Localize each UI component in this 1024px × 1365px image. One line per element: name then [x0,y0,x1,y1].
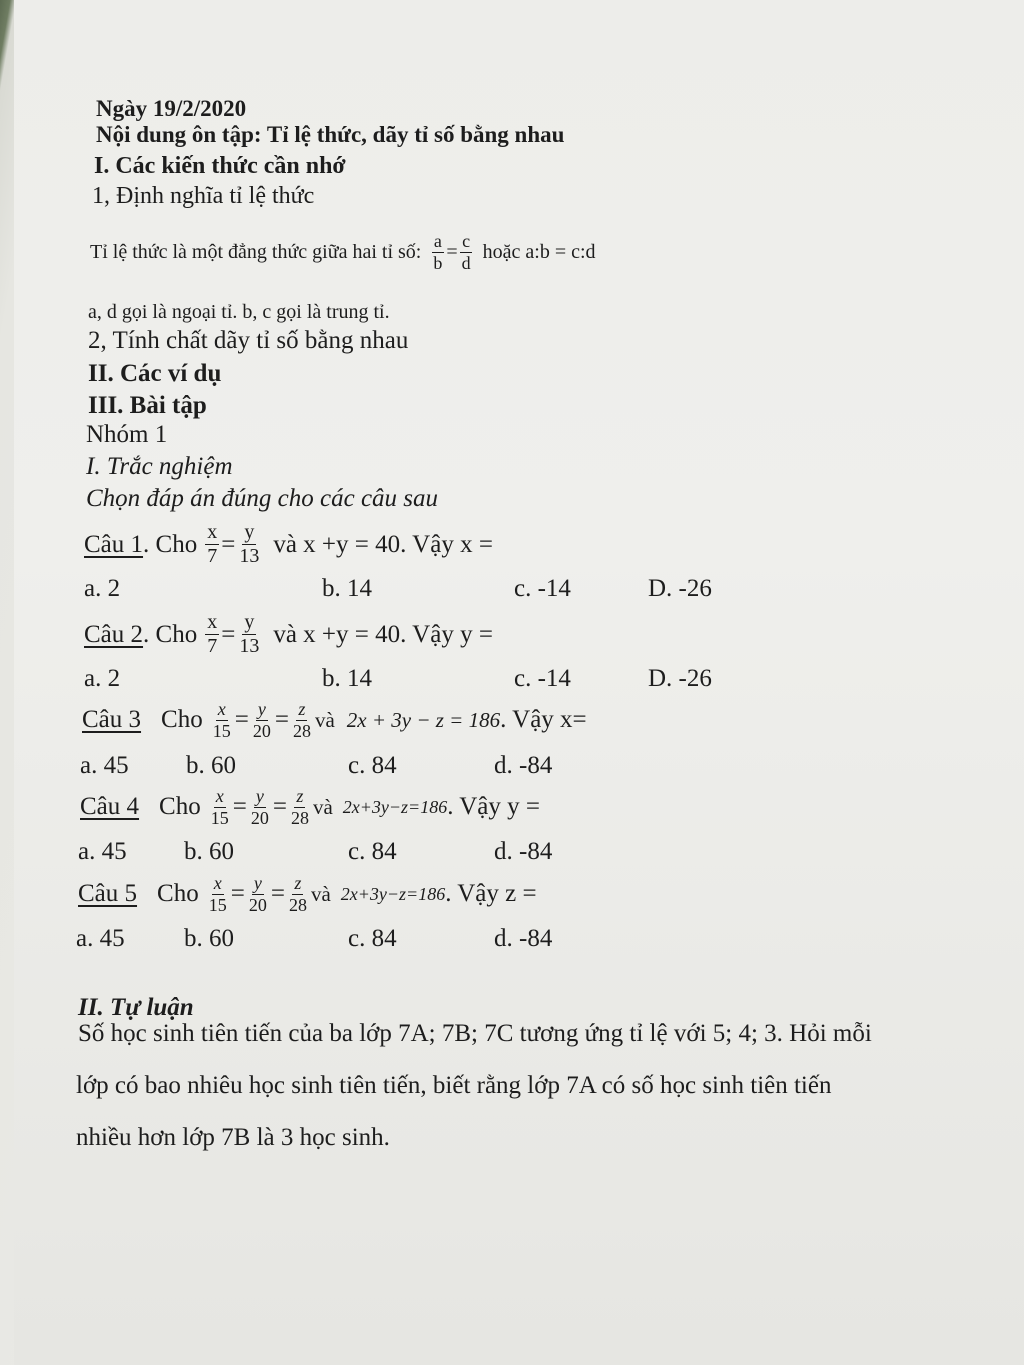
question-2 [84,612,493,657]
section-1-title: I. Các kiến thức cần nhớ [94,153,346,179]
question-cho: . Cho [143,620,198,648]
fraction-denominator: 20 [250,807,269,828]
option-a: a. 2 [84,665,121,692]
question-label: Câu 3 [82,706,142,734]
question-ask: . Vậy y = [447,793,541,821]
fraction-numerator: y [257,699,266,719]
option-c: c. -14 [514,665,571,692]
fraction-x [211,700,233,741]
fraction-numerator: z [294,873,302,893]
question-5 [78,874,537,915]
fraction-denominator: 15 [212,720,231,741]
fraction-x [209,787,231,828]
question-label: Câu 5 [78,880,138,908]
fraction-z [291,700,313,741]
fraction-numerator: z [296,786,304,806]
definition-suffix: hoặc a:b = c:d [482,240,596,263]
definition-prefix: Tỉ lệ thức là một đẳng thức giữa hai tỉ số: [90,240,422,263]
fraction-numerator: y [255,786,264,806]
equals-sign: = [272,793,287,821]
question-cho: . Cho [143,530,198,558]
option-a: a. 45 [76,925,125,952]
option-b: b. 14 [322,665,372,692]
question-cho: Cho [157,880,199,908]
question-label: Câu 2 [84,620,144,648]
fraction-denominator: 15 [210,807,229,828]
option-a: a. 45 [80,752,129,779]
equals-sign: = [234,706,249,734]
option-a: a. 45 [78,838,127,865]
fraction-denominator: 28 [288,894,307,915]
fraction-y [247,874,269,915]
fraction-numerator: x [207,521,218,543]
question-cho: Cho [161,706,203,734]
equals-sign: = [232,793,247,821]
option-c: c. -14 [514,575,571,602]
section-2-title: II. Các ví dụ [88,360,222,387]
question-label: Câu 4 [80,793,140,821]
option-b: b. 60 [184,838,234,865]
fraction-y [251,700,273,741]
topic-title: Nội dung ôn tập: Tỉ lệ thức, dãy tỉ số bằng nhau [96,122,565,147]
fraction-numerator: x [207,611,218,633]
question-condition: và x +y = 40. Vậy y = [273,620,493,648]
question-ask: . Vậy x= [500,706,587,734]
fraction-denominator: d [461,252,471,273]
question-equation: 2x+3y−z=186 [342,796,448,817]
instruction-line: Chọn đáp án đúng cho các câu sau [86,485,439,512]
question-label: Câu 1 [84,530,144,558]
fraction-a-b [431,232,444,273]
fraction-y [237,522,261,567]
option-d: d. -84 [494,752,553,779]
section-3-title: III. Bài tập [88,392,207,419]
definition-heading: 1, Định nghĩa tỉ lệ thức [92,183,315,209]
definition-line [90,232,596,273]
question-cho: Cho [159,793,201,821]
fraction-denominator: 28 [290,807,309,828]
fraction-denominator: 7 [207,545,218,567]
essay-title: II. Tự luận [78,994,194,1021]
essay-line-1: Số học sinh tiên tiến của ba lớp 7A; 7B; 7C tương ứng tỉ lệ với 5; 4; 3. Hỏi mỗi [78,1020,872,1047]
fraction-x [207,874,229,915]
worksheet-page [14,0,1024,1365]
fraction-numerator: x [213,873,222,893]
question-4 [80,787,540,828]
ratio-note: a, d gọi là ngoại tỉ. b, c gọi là trung tỉ. [88,301,390,323]
fraction-numerator: x [215,786,224,806]
fraction-denominator: 13 [239,545,260,567]
fraction-denominator: 7 [207,635,218,657]
fraction-z [287,874,309,915]
question-3 [82,700,587,741]
fraction-numerator: y [244,521,255,543]
option-c: c. 84 [348,925,397,952]
fraction-denominator: 20 [252,720,271,741]
fraction-denominator: 28 [292,720,311,741]
property-heading: 2, Tính chất dãy tỉ số bằng nhau [88,327,409,354]
option-b: b. 14 [322,575,372,602]
option-a: a. 2 [84,575,121,602]
fraction-denominator: 20 [248,894,267,915]
group-label: Nhóm 1 [86,421,168,448]
fraction-x [205,522,219,567]
fraction-numerator: y [253,873,262,893]
fraction-denominator: 13 [239,635,260,657]
question-1 [84,522,493,567]
fraction-c-d [460,232,473,273]
date-line: Ngày 19/2/2020 [96,96,247,121]
equals-sign: = [446,240,458,263]
fraction-z [289,787,311,828]
fraction-numerator: z [298,699,306,719]
equals-sign: = [221,620,236,648]
essay-line-3: nhiều hơn lớp 7B là 3 học sinh. [76,1124,390,1151]
question-va: và [314,707,335,732]
equals-sign: = [221,530,236,558]
question-ask: . Vậy z = [445,880,537,908]
option-b: b. 60 [184,925,234,952]
fraction-numerator: x [217,699,226,719]
fraction-numerator: a [433,231,442,251]
fraction-denominator: b [433,252,443,273]
option-d: d. -84 [494,925,553,952]
question-va: và [312,794,333,819]
fraction-numerator: c [462,231,471,251]
fraction-x [205,612,219,657]
fraction-y [237,612,261,657]
fraction-numerator: y [244,611,255,633]
question-va: và [310,881,331,906]
option-b: b. 60 [186,752,236,779]
question-equation: 2x + 3y − z = 186 [346,707,501,732]
question-condition: và x +y = 40. Vậy x = [273,530,493,558]
equals-sign: = [230,880,245,908]
option-d: D. -26 [648,665,712,692]
question-equation: 2x+3y−z=186 [340,883,446,904]
fraction-y [249,787,271,828]
equals-sign: = [274,706,289,734]
fraction-denominator: 15 [208,894,227,915]
equals-sign: = [270,880,285,908]
multiple-choice-title: I. Trắc nghiệm [86,453,233,480]
essay-line-2: lớp có bao nhiêu học sinh tiên tiến, biết rằng lớp 7A có số học sinh tiên tiến [76,1072,832,1099]
option-c: c. 84 [348,752,397,779]
option-c: c. 84 [348,838,397,865]
option-d: D. -26 [648,575,712,602]
option-d: d. -84 [494,838,553,865]
